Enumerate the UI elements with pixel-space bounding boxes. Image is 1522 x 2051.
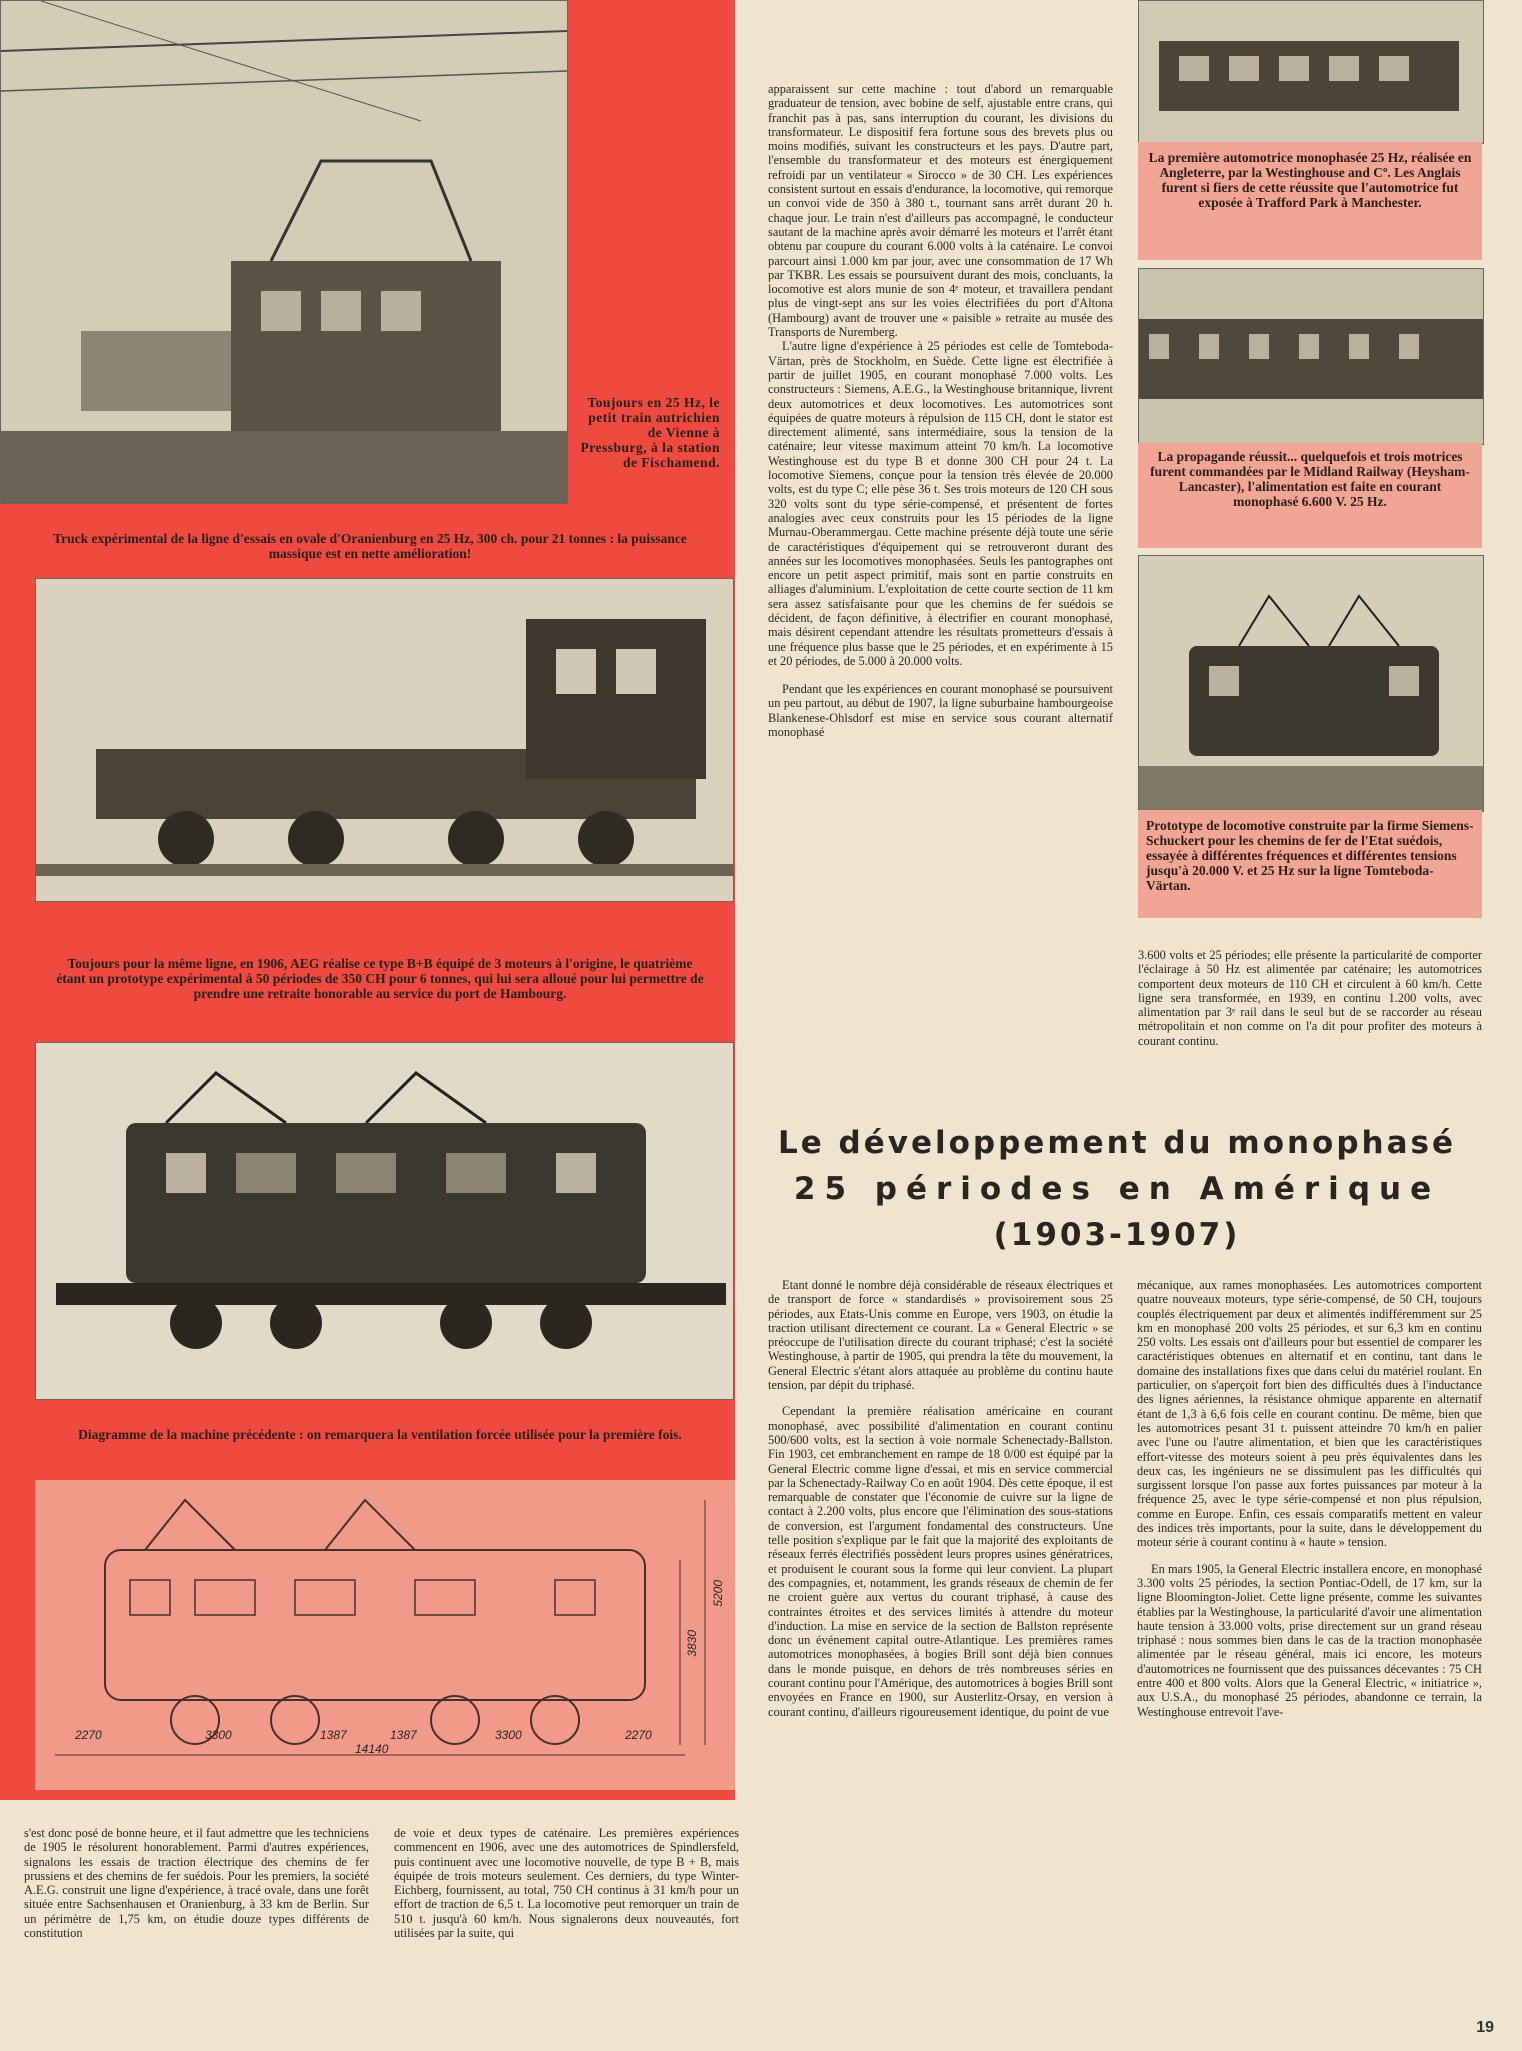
photo-austrian-train bbox=[0, 0, 568, 504]
caption-oranienburg-truck: Truck expérimental de la ligne d'essais en ovale d'Oranienburg en 25 Hz, 300 ch. pour 21 tonnes : la puissance massique est en nette amélioration! bbox=[53, 531, 687, 561]
photo-westinghouse-railcar bbox=[1138, 0, 1484, 144]
paragraph: 3.600 volts et 25 périodes; elle présente la particularité de comporter l'éclairage à 50 Hz est alimentée par caténaire; les automotrices comportent deux moteurs de 110 CH et circulent à 60 km/h. Cette ligne sera transformée, en 1939, en continu 1.200 volts, avec alimentation par 3ᵉ rail dans le seul but de se raccorder au réseau métropolitain et non comme on l'a dit pour profiter des moteurs à courant continu. bbox=[1138, 948, 1482, 1048]
article-column-a bbox=[768, 82, 1113, 739]
caption-diagram-description: Diagramme de la machine précédente : on remarquera la ventilation forcée utilisée pour la première fois. bbox=[78, 1427, 682, 1442]
paragraph: L'autre ligne d'expérience à 25 périodes est celle de Tomteboda-Värtan, près de Stockholm, en Suède. Cette ligne est électrifiée à partir de juillet 1905, en courant monophasé 7.000 volts. Les constructeurs : Siemens, A.E.G., la Westinghouse britannique, livrent deux automotrices et deux locomotives. Les automotrices sont équipées de quatre moteurs à répulsion de 115 CH, dont le stator est directement alimenté, sans intermédiaire, sous la tension de la caténaire; leur vitesse maximum atteint 70 km/h. La locomotive Westinghouse est du type B et donne 300 CH pour 24 t. La locomotive Siemens, conçue pour la tension très élevée de 20.000 volts, est du type C; elle pèse 36 t. Ses trois moteurs de 120 CH sous 320 volts sont du type série-compensé, et présentent de fortes analogies avec ceux construits pour les 15 périodes de la ligne Murnau-Oberammergau. Cette machine présente déjà toute une série de caractéristiques d'équipement qui se retrouveront durant des années sur les locomotives monophasées. Seuls les pantographes ont encore un petit aspect primitif, mais sont en partie construits en alliages d'aluminium. L'exploitation de cette courte section de 11 km sera assez satisfaisante pour que les chemins de fer suédois se décident, de façon définitive, à électrifier en courant monophasé, mais désirent cependant attendre les résultats prometteurs d'essais à une fréquence plus basse que le 25 périodes, et en expérimente à 15 et 20 périodes, de 5.000 à 20.000 volts. bbox=[768, 339, 1113, 668]
paragraph: Etant donné le nombre déjà considérable de réseaux électriques et de transport de force « standardisés » provisoirement sous 25 périodes, aux Etats-Unis comme en Europe, vers 1903, on étudie la traction utilisant directement ce courant. La « General Electric » se préoccupe de l'utilisation directe du courant triphasé; c'est la société Westinghouse, à partir de 1905, qui prendra la tête du mouvement, la General Electric s'étant alors attaquée au problème du continu haute tension, par dépit du triphasé. bbox=[768, 1278, 1113, 1393]
dim-3: 1387 bbox=[320, 1728, 347, 1742]
title-line-2: 25 périodes en Amérique bbox=[793, 1171, 1441, 1207]
article-column-c bbox=[768, 1278, 1113, 1719]
photo-midland-railway bbox=[1138, 268, 1484, 445]
paragraph: s'est donc posé de bonne heure, et il faut admettre que les techniciens de 1905 le résolurent honorablement. Parmi d'autres expériences, signalons les essais de traction électrique des chemins de fer prussiens et des chemins de fer suédois. Pour les premiers, la société A.E.G. construit une ligne d'expérience, à tracé ovale, dans une forêt située entre Sachsenhausen et Oranienburg, à 33 km de Berlin. Sur un périmètre de 1,75 km, on étudie douze types différents de constitution bbox=[24, 1826, 369, 1941]
dim-5: 3300 bbox=[495, 1728, 522, 1742]
dim-2: 3300 bbox=[205, 1728, 232, 1742]
locomotive-diagram bbox=[35, 1480, 735, 1790]
dim-6: 2270 bbox=[625, 1728, 652, 1742]
page-number: 19 bbox=[1476, 2019, 1494, 2036]
article-column-e bbox=[24, 1826, 369, 1940]
dim-4: 1387 bbox=[390, 1728, 417, 1742]
paragraph: de voie et deux types de caténaire. Les premières expériences commencent en 1906, avec une des automotrices de Spindlersfeld, puis continuent avec une locomotive nouvelle, de type B + B, mais équipée de trois moteurs seulement. Ces derniers, du type Winter-Eichberg, fournissent, au total, 750 CH continus à 31 km/h pour un effort de traction de 6,5 t. La locomotive peut remorquer un train de 510 t. jusqu'à 60 km/h. Nous signalerons deux nouveautés, fort utilisées par la suite, qui bbox=[394, 1826, 739, 1941]
top-red-strip bbox=[560, 0, 735, 560]
paragraph: En mars 1905, la General Electric installera encore, en monophasé 3.300 volts 25 périodes, la section Pontiac-Odell, de 17 km, sur la ligne Bloomington-Joliet. Cette ligne présente, comme les suivantes établies par la Westinghouse, la particularité d'avoir une alimentation haute tension à 33.000 volts, prise directement sur un grand réseau triphasé : nous sommes bien dans le cas de la traction monophasée alimentée par le réseau général, mais ici encore, les moteurs d'automotrices ne fournissent que des puissances décevantes : 75 CH entre 400 et 800 volts. Alors que la General Electric, « initiatrice », aux U.S.A., du monophasé 25 périodes, abandonne ce terrain, la Westinghouse entrevoit l'ave- bbox=[1137, 1561, 1482, 1719]
caption-box-midland bbox=[1138, 443, 1482, 548]
caption-siemens: Prototype de locomotive construite par la firme Siemens-Schuckert pour les chemins de fer de l'Etat suédois, essayée à différentes fréquences et différentes tensions jusqu'à 20.000 V. et 25 Hz sur la ligne Tomteboda-Värtan. bbox=[1146, 818, 1474, 893]
dim-total: 14140 bbox=[355, 1742, 389, 1756]
article-title bbox=[752, 1120, 1482, 1258]
title-line-3: (1903-1907) bbox=[993, 1217, 1241, 1253]
paragraph: Cependant la première réalisation américaine en courant monophasé, avec possibilité d'alimentation en courant continu 500/600 volts, est la section à voie normale Schenectady-Ballston. Fin 1903, cet embranchement en rampe de 18 0/00 est équipé par la General Electric comme ligne d'essai, et mis en service commercial par la Schenectady-Railway Co en août 1904. Dès cette époque, il est remarquable de constater que l'économie de cuivre sur la ligne de contact à 2.200 volts, plus encore que l'élimination des sous-stations de conversion, est l'argument fondamental des constructeurs. Une telle position s'explique par le fait que la majorité des exploitants de réseaux ferrés électrifiés possèdent leurs propres usines génératrices, et produisent le courant sous la forme qui leur convient. La plupart des compagnies, et, notamment, les grands réseaux de chemin de fer ne croient guère aux vertus du courant triphasé, à cause des contraintes étroites et des services limités à attendre du moteur d'induction. La mise en service de la section de Ballston représente donc un événement capital outre-Atlantique. Les premières rames automotrices monophasées, à bogies Brill sont déjà bien connues dans le monde puisque, en dehors de très nombreuses séries en courant continu pour l'Amérique, des automotrices à bogies Brill sont envoyées en France en 1900, sur Austerlitz-Orsay, en version à courant continu, d'ailleurs rigoureusement identique, du point de vue bbox=[768, 1404, 1113, 1719]
article-column-d bbox=[1137, 1278, 1482, 1719]
caption-box-siemens bbox=[1138, 810, 1482, 918]
title-line-1: Le développement du monophasé bbox=[777, 1125, 1457, 1161]
photo-siemens-prototype bbox=[1138, 555, 1484, 812]
paragraph: apparaissent sur cette machine : tout d'abord un remarquable graduateur de tension, avec bobine de self, ajustable entre crans, qui franchit pas à pas, sans interruption du courant, les divisions du transformateur. Le dispositif fera fortune sous des brevets plus ou moins modifiés, suivant les constructeurs et les pays. D'autre part, l'ensemble du transformateur et des moteurs est énergiquement refroidi par un ventilateur « Sirocco » de 30 CH. Les expériences consistent surtout en essais d'endurance, la locomotive, qui remorque un convoi vide de 350 à 380 t., tournant sans arrêt durant 20 h. chaque jour. Le train n'est d'ailleurs pas accompagné, le conducteur sautant de la machine après avoir démarré les moteurs et l'arrêt étant obtenu par coupure du courant 6.000 volts à la caténaire. Le convoi parcourt ainsi 1.000 km par jour, avec une consommation de 17 Wh par TKBR. Les essais se poursuivent durant des mois, concluants, la locomotive est alors munie de son 4ᵉ moteur, et travaillera pendant plus de vingt-sept ans sur les voies électrifiées du port d'Altona (Hambourg) avant de trouver une « paisible » retraite au musée des Transports de Nuremberg. bbox=[768, 82, 1113, 340]
caption-westinghouse: La première automotrice monophasée 25 Hz, réalisée en Angleterre, par la Westinghouse and Cº. Les Anglais furent si fiers de cette réussite que l'automotrice fut exposée à Trafford Park à Manchester. bbox=[1148, 150, 1472, 210]
dim-height-2: 5200 bbox=[711, 1580, 725, 1607]
dim-1: 2270 bbox=[75, 1728, 102, 1742]
paragraph: mécanique, aux rames monophasées. Les automotrices comportent quatre nouveaux moteurs, type série-compensé, de 50 CH, toujours couplés électriquement par deux et alimentés indifféremment sur 25 km en monophasé 200 volts 25 périodes, et sur 6,3 km en continu 250 volts. Les essais ont d'ailleurs pour but essentiel de comparer les caractéristiques obtenues en alternatif et en continu, tant dans le domaine des installations fixes que dans celui du matériel roulant. En particulier, on s'aperçoit fort bien des difficultés dues à l'inductance des lignes aériennes, la résistance ohmique apparente en alternatif étant de 1,3 à 6,6 fois celle en courant continu. De même, bien que les automotrices pesant 31 t. puissent atteindre 70 km/h en palier avec l'une ou l'autre alimentation, et bien que les caractéristiques effort-vitesse des moteurs soient à peu près équivalentes dans les deux cas, les ingénieurs ne se dissimulent pas les difficultés qui surgissent lorsque l'on passe aux fortes puissances par moteur à la fréquence 25, avec le type série-compensé et non plus répulsion, comme en Europe. Enfin, ces essais comparatifs mettent en valeur des indices très importants, pour la suite, dans le développement du moteur série à courant continu à « haute » tension. bbox=[1137, 1278, 1482, 1550]
dim-height-1: 3830 bbox=[685, 1630, 699, 1657]
caption-box-westinghouse bbox=[1138, 142, 1482, 260]
caption-aeg-bb-locomotive: Toujours pour la même ligne, en 1906, AEG réalise ce type B+B équipé de 3 moteurs à l'origine, le quatrième étant un prototype expérimental à 50 périodes de 350 CH pour 6 tonnes, qui lui sera alloué pour lui permettre de prendre une retraite honorable au service du port de Hambourg. bbox=[56, 956, 704, 1001]
article-column-b bbox=[1138, 948, 1482, 1048]
paragraph: Pendant que les expériences en courant monophasé se poursuivent un peu partout, au début de 1907, la ligne suburbaine hambourgeoise Blankenese-Ohlsdorf est mise en service sous courant alternatif monophasé bbox=[768, 682, 1113, 740]
photo-experimental-truck bbox=[35, 578, 734, 902]
photo-aeg-locomotive bbox=[35, 1042, 734, 1400]
caption-austrian-train: Toujours en 25 Hz, le petit train autrichien de Vienne à Pressburg, à la station de Fischamend. bbox=[580, 395, 720, 470]
article-column-f bbox=[394, 1826, 739, 1940]
caption-midland: La propagande réussit... quelquefois et trois motrices furent commandées par le Midland Railway (Heysham-Lancaster), l'alimentation est faite en courant monophasé 6.600 V. 25 Hz. bbox=[1150, 449, 1470, 509]
